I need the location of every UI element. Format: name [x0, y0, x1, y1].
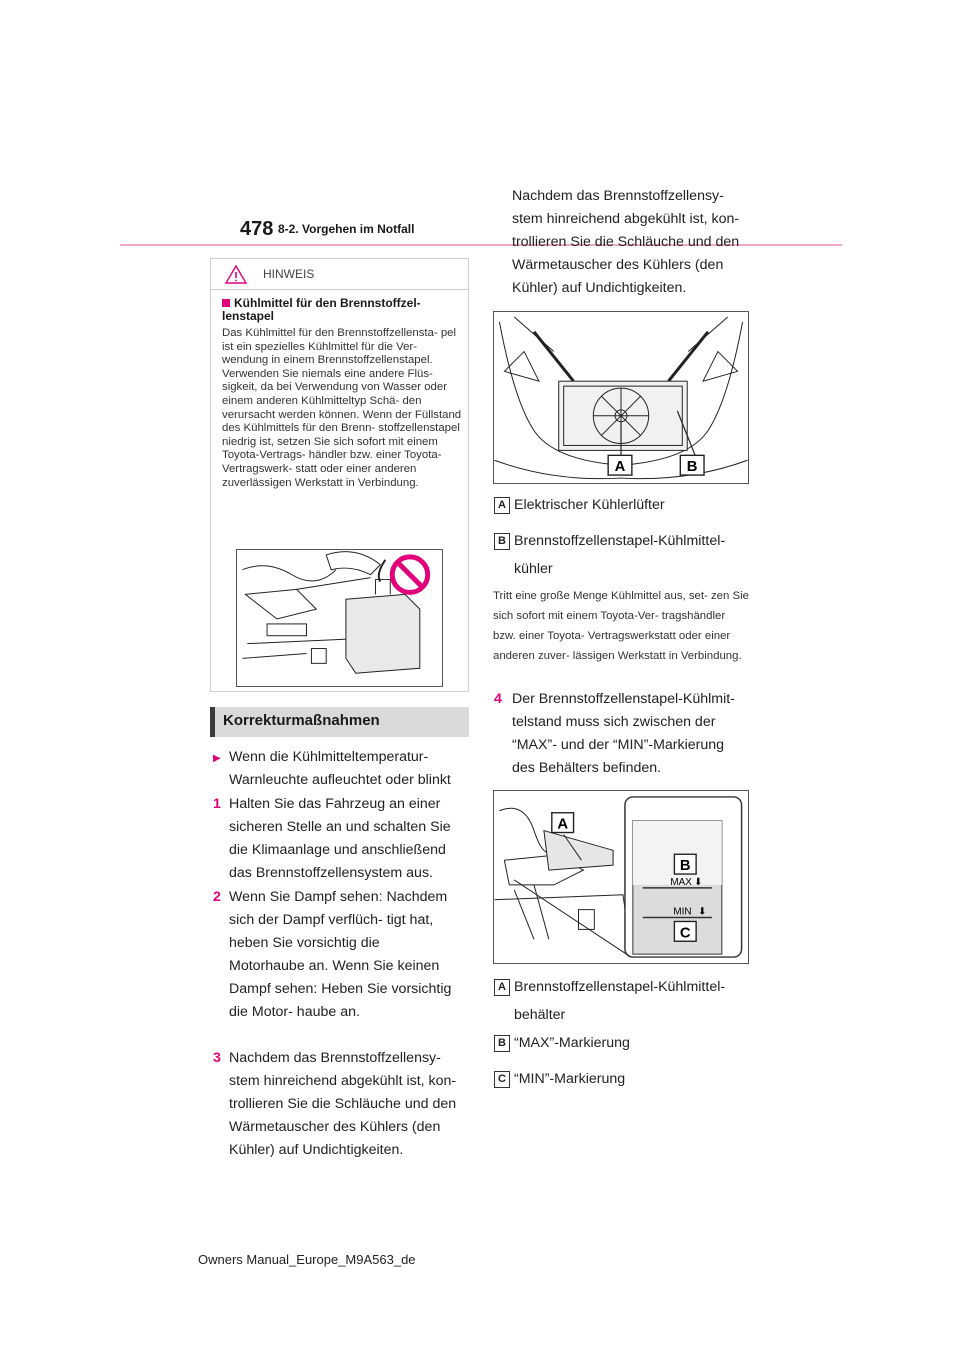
notice-box [210, 258, 469, 692]
step-2-text: Wenn Sie Dampf sehen: Nachdem sich der Dampf verflüch- tigt hat, heben Sie vorsichtig die Motorhaube an. Wenn Sie keinen Dampf sehen: Heben Sie vorsichtig die Motor- haube an. [229, 889, 452, 1020]
step-3-number: 3 [213, 1050, 221, 1066]
legend-text-b: Brennstoffzellenstapel-Kühlmittel- kühler [514, 533, 726, 577]
notice-subtitle-text: Kühlmittel für den Brennstoffzel- lenstapel [222, 296, 421, 323]
arrow-down-icon: ⬇ [694, 876, 703, 888]
notice-subtitle [222, 297, 462, 323]
step-1 [213, 793, 468, 881]
step-4-number: 4 [494, 691, 502, 707]
legend-text-b: “MAX”-Markierung [514, 1035, 630, 1051]
notice-header [211, 259, 468, 290]
triangle-bullet-icon: ▶ [213, 753, 221, 764]
legend-key-c: C [494, 1071, 510, 1088]
radiator-fan-illustration [493, 311, 749, 484]
footer: Owners Manual_Europe_M9A563_de [198, 1252, 416, 1267]
step-2-number: 2 [213, 889, 221, 905]
min-mark: MIN [673, 906, 692, 918]
legend-key-a: A [494, 979, 510, 996]
section-heading [210, 707, 469, 737]
legend-key-a: A [494, 497, 510, 514]
fig1-legend-b [494, 530, 749, 577]
step-4-text: Der Brennstoffzellenstapel-Kühlmit- telstand muss sich zwischen der “MAX”- und der “MIN”-Markierung des Behälters befinden. [512, 691, 735, 776]
step-2 [213, 886, 468, 1020]
bullet-square-icon [222, 299, 230, 307]
section-title: 8-2. Vorgehen im Notfall [278, 222, 415, 236]
fig1-label-a: A [614, 459, 626, 476]
max-mark: MAX [670, 876, 692, 888]
condition [213, 746, 468, 788]
legend-text-c: “MIN”-Markierung [514, 1071, 626, 1087]
fig2-label-a: A [557, 816, 569, 833]
step-3-text [229, 1047, 469, 1158]
fig2-legend-b [494, 1032, 749, 1055]
step-1-text: Halten Sie das Fahrzeug an einer sicheren Stelle an und schalten Sie die Klimaanlage und anschließend das Brennstoffzellensystem aus. [229, 796, 451, 881]
coolant-reservoir-illustration [493, 790, 749, 964]
legend-key-b: B [494, 533, 510, 550]
warning-icon [225, 265, 247, 284]
step-3 [213, 1047, 468, 1158]
notice-label: HINWEIS [263, 267, 315, 281]
fig1-label-b: B [686, 459, 698, 476]
condition-text: Wenn die Kühlmitteltemperatur- Warnleuchte aufleuchtet oder blinkt [229, 749, 451, 788]
fig1-legend-a [494, 494, 749, 517]
legend-key-b: B [494, 1035, 510, 1052]
fig1-note: Tritt eine große Menge Kühlmittel aus, set- zen Sie sich sofort mit einem Toyota-Ver- tragshändler bzw. einer Toyota- Vertragswerkstatt oder einer anderen zuver- lässigen Werkstatt in Verbindung. [493, 590, 749, 662]
step-3-continuation [512, 188, 748, 300]
legend-text-a: Brennstoffzellenstapel-Kühlmittel- behälter [514, 979, 726, 1023]
step-4 [494, 688, 750, 776]
fig2-label-b: B [679, 858, 691, 875]
fig2-legend-c [494, 1068, 749, 1091]
coolant-prohibited-illustration [236, 549, 443, 687]
fig2-legend-a [494, 976, 749, 1023]
step-3-continuation-text: Nachdem das Brennstoffzellensy- stem hinreichend abgekühlt ist, kon- trollieren Sie die Schläuche und den Wärmetauscher des Kühlers (den Kühler) auf Undichtigkeiten. [512, 188, 740, 296]
page-number: 478 [240, 218, 274, 240]
step-1-number: 1 [213, 796, 221, 812]
step-3-text-content: Nachdem das Brennstoffzellensy- stem hinreichend abgekühlt ist, kon- trollieren Sie die Schläuche und den Wärmetauscher des Kühlers (den Kühler) auf Undichtigkeiten. [229, 1050, 457, 1158]
legend-text-a: Elektrischer Kühlerlüfter [514, 497, 665, 513]
arrow-down-icon: ⬇ [698, 906, 707, 918]
fig2-label-c: C [679, 925, 691, 942]
notice-body: Das Kühlmittel für den Brennstoffzellensta- pel ist ein spezielles Kühlmittel für die Ver- wendung in einem Brennstoffzellenstapel. Verwenden Sie niemals eine andere Flüs- sigkeit, da bei Verwendung von Wasser oder einem anderen Kühlmitteltyp Schä- den verursacht werden können. Wenn der Füllstand des Kühlmittels für den Brenn- stoffzellenstapel niedrig ist, setzen Sie sich sofort mit einem Toyota-Vertrags- händler bzw. einer Toyota-Vertragswerk- statt oder einer anderen zuverlässigen Werkstatt in Verbindung. [222, 327, 462, 489]
section-heading-text: Korrekturmaßnahmen [223, 712, 380, 729]
